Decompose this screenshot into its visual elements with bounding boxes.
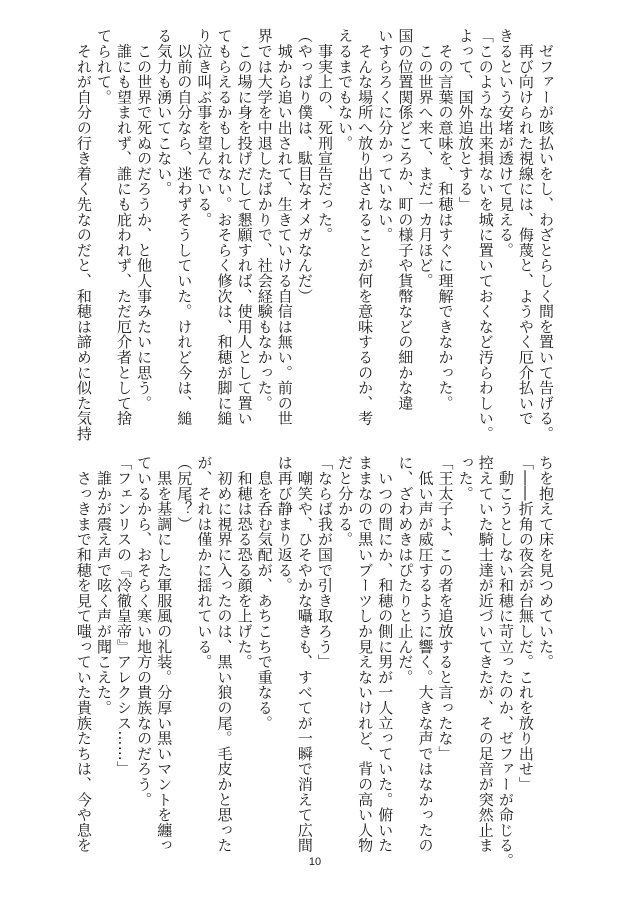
text-column: この世界へ来て、まだ一カ月ほど。 [416, 28, 435, 289]
text-block-upper [72, 28, 556, 442]
text-column: 誰にも望まれず、誰にも庇われず、ただ厄介者として捨 [115, 28, 134, 426]
text-column: 城から追い出されて、生きていける自信は無い。前の世 [275, 28, 294, 426]
text-column: る気力も湧いてこない。 [155, 28, 174, 197]
text-column: 再び向けられた視線には、侮蔑と、ようやく厄介払いで [516, 28, 535, 426]
text-column: ままなので黒いブーツしか見えないけれど、背の高い人物 [356, 455, 375, 853]
text-column: 国の位置関係どころか、町の様子や貨幣などの細かな違 [396, 28, 415, 411]
text-column: 黒を基調にした軍服風の礼装。分厚い黒いマントを纏っ [155, 455, 174, 853]
text-column: ちを抱えて床を見つめていた。 [537, 455, 555, 670]
text-column: 動こうとしない和穂に苛立ったのか、ゼファーが命じる。 [496, 455, 515, 869]
text-column: てられて。 [94, 28, 113, 105]
text-column: さっきまで和穂を見て嗤っていた貴族たちは、今や息を [74, 455, 93, 853]
text-column: 和穂は恐る恐る顔を上げた。 [235, 455, 254, 670]
text-column: きるという安堵が透けて見える。 [496, 28, 515, 258]
text-column: った。 [456, 455, 475, 501]
text-column: ゼファーが咳払いをし、わざとらしく間を置いて告げる。 [537, 28, 555, 442]
text-column: （やっぱり僕は、駄目なオメガなんだ） [295, 28, 314, 304]
text-column: り泣き叫ぶ事を望んでいる。 [195, 28, 214, 227]
text-column: 誰かが震え声で呟く声が聞こえた。 [94, 455, 113, 716]
text-column: その言葉の意味を、和穂はすぐに理解できなかった。 [436, 28, 455, 411]
text-column: いつの間にか、和穂の側に男が一人立っていた。俯いた [376, 455, 395, 853]
text-column: いすらろくに分かっていない。 [376, 28, 395, 243]
text-column: それが自分の行き着く先なのだと、和穂は諦めに似た気持 [74, 28, 93, 442]
text-column: に、ざわめきはぴたりと止んだ。 [396, 455, 415, 685]
text-column: 事実上の、死刑宣告だった。 [315, 28, 334, 243]
text-column: 低い声が威圧するように響く。大きな声ではなかったの [416, 455, 435, 853]
text-column: 初めに視界に入ったのは、黒い狼の尾。毛皮かと思った [215, 455, 234, 853]
text-column: てもらえるかもしれない。おそらく修次は、和穂が脚に縋 [215, 28, 234, 426]
text-column: よって、国外追放とする」 [456, 28, 475, 212]
text-column: が、それは僅かに揺れている。 [195, 455, 214, 670]
text-column: 以前の自分なら、迷わずそうしていた。けれど今は、縋 [175, 28, 194, 426]
text-column: （尻尾？） [175, 455, 194, 532]
text-column: この場に身を投げだして懇願すれば、使用人として置い [235, 28, 254, 426]
text-column: 息を呑む気配が、あちこちで重なる。 [255, 455, 274, 731]
text-column: 嘲笑や、ひそやかな囁きも、すべてが一瞬で消えて広間 [295, 455, 314, 853]
text-column: 「フェンリスの『冷徹皇帝』アレクシス……」 [115, 455, 134, 777]
text-column: 界では大学を中退したばかりで、社会経験もなかった。 [255, 28, 274, 411]
text-column: 控えていた騎士達が近づいてきたが、その足音が突然止ま [476, 455, 495, 853]
text-column: えるまでもない。 [336, 28, 355, 151]
text-column: は再び静まり返る。 [275, 455, 294, 593]
page-number: 10 [308, 856, 322, 868]
text-column: 「このような出来損ないを城に置いておくなど汚らわしい。 [476, 28, 495, 442]
text-column: 「ならば我が国で引き取ろう」 [315, 455, 334, 670]
text-column: 「王太子よ、この者を追放すると言ったな」 [436, 455, 455, 761]
text-column: だと分かる。 [336, 455, 355, 547]
text-column: 「――折角の夜会が台無しだ。これを放り出せ」 [516, 455, 535, 792]
text-column: この世界で死ぬのだろうか、と他人事みたいに思う。 [135, 28, 154, 411]
text-column: そんな場所へ放り出されることが何を意味するのか、考 [356, 28, 375, 426]
text-column: ているから、おそらく寒い地方の貴族なのだろう。 [135, 455, 154, 807]
